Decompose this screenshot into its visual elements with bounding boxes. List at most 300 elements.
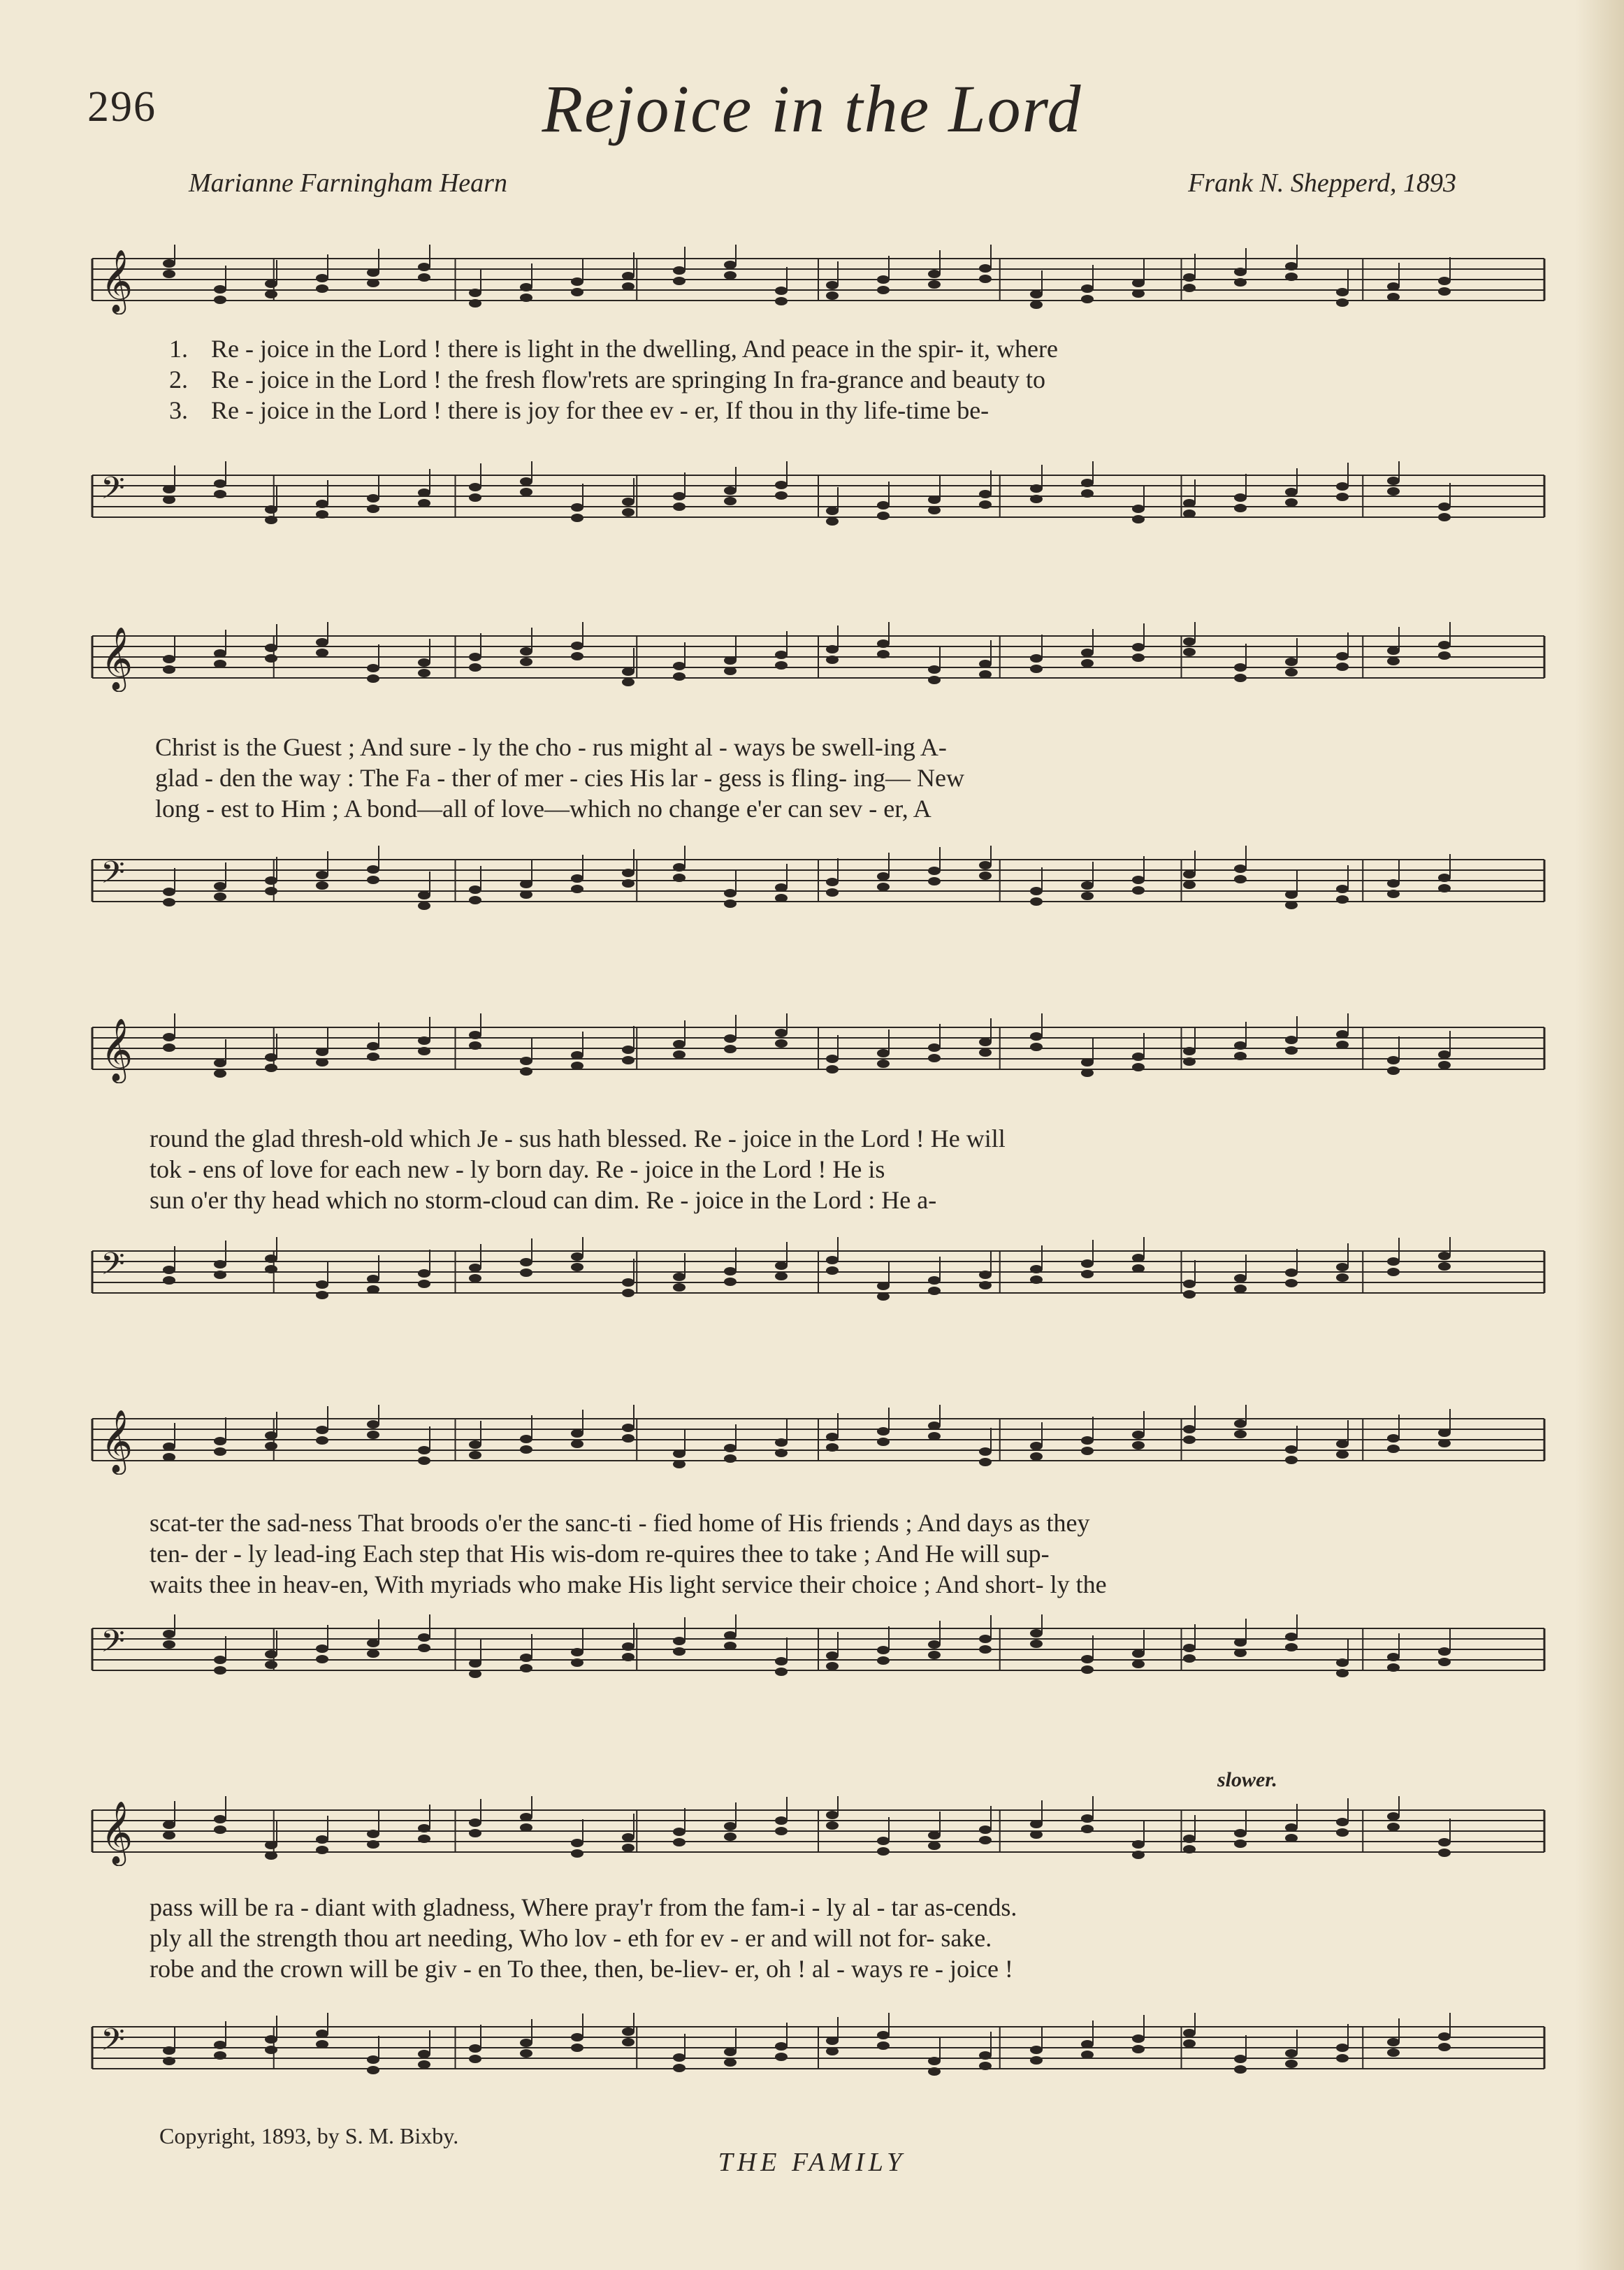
notehead	[163, 665, 175, 674]
notehead	[214, 882, 226, 890]
lyrics-block	[85, 1508, 1551, 1600]
notehead	[775, 1668, 788, 1676]
notehead	[1336, 2044, 1349, 2052]
treble-staff	[85, 1013, 1551, 1083]
notehead	[520, 880, 532, 888]
notehead	[265, 290, 277, 298]
notehead	[1285, 668, 1298, 677]
notehead	[928, 496, 941, 504]
notehead	[1132, 1063, 1145, 1071]
notehead	[979, 660, 992, 668]
notehead	[724, 667, 737, 675]
bass-clef-icon: 𝄢	[101, 470, 125, 514]
notehead	[1081, 479, 1094, 487]
notehead	[316, 1280, 328, 1289]
notehead	[724, 1454, 737, 1463]
notehead	[571, 652, 583, 660]
notehead	[877, 1060, 890, 1068]
notehead	[1336, 885, 1349, 893]
notehead	[1081, 2051, 1094, 2059]
staff-lines	[85, 2013, 1551, 2083]
notehead	[1234, 1839, 1247, 1848]
notehead	[214, 296, 226, 304]
notehead	[1285, 2049, 1298, 2058]
notehead	[265, 644, 277, 652]
notehead	[571, 1440, 583, 1448]
notehead	[1081, 1069, 1094, 1077]
notehead	[520, 647, 532, 656]
notehead	[469, 653, 481, 661]
notehead	[163, 1443, 175, 1451]
notehead	[1132, 1441, 1145, 1450]
notehead	[1387, 1268, 1400, 1276]
notehead	[1081, 659, 1094, 667]
notehead	[214, 479, 226, 488]
notehead	[775, 1029, 788, 1037]
notehead	[775, 1827, 788, 1835]
notehead	[1183, 2039, 1196, 2048]
notehead	[1285, 1834, 1298, 1842]
notehead	[571, 514, 583, 522]
notehead	[1081, 2040, 1094, 2048]
notehead	[928, 1842, 941, 1850]
notehead	[724, 1444, 737, 1452]
notehead	[469, 1274, 481, 1282]
notehead	[520, 294, 532, 302]
notehead	[571, 1648, 583, 1656]
notehead	[1387, 890, 1400, 898]
notehead	[1387, 1056, 1400, 1064]
notehead	[1336, 493, 1349, 501]
notehead	[520, 1067, 532, 1076]
notehead	[316, 2040, 328, 2048]
notehead	[1336, 663, 1349, 671]
notehead	[1438, 503, 1451, 511]
notehead	[1285, 658, 1298, 666]
notehead	[673, 1273, 686, 1281]
notehead	[877, 1292, 890, 1301]
staff-lines	[85, 1614, 1551, 1684]
notehead	[622, 1289, 635, 1297]
notehead	[1081, 1825, 1094, 1833]
notehead	[826, 1651, 839, 1660]
notehead	[673, 874, 686, 882]
notehead	[826, 2037, 839, 2045]
notehead	[979, 500, 992, 509]
notehead	[265, 1431, 277, 1440]
page-edge-shadow	[1575, 0, 1624, 2270]
notehead	[418, 902, 430, 910]
treble-clef-icon: 𝄞	[101, 627, 133, 690]
notehead	[469, 1041, 481, 1050]
notehead	[673, 1450, 686, 1458]
notehead	[1234, 504, 1247, 512]
notehead	[367, 505, 379, 513]
notehead	[1030, 301, 1043, 309]
notehead	[1387, 2038, 1400, 2046]
notehead	[520, 1664, 532, 1672]
notehead	[673, 1828, 686, 1836]
notehead	[1285, 901, 1298, 909]
notehead	[1030, 1640, 1043, 1648]
notehead	[265, 887, 277, 895]
notehead	[1030, 290, 1043, 298]
notehead	[418, 1824, 430, 1832]
notehead	[1132, 1431, 1145, 1439]
notehead	[979, 2051, 992, 2060]
notehead	[214, 2051, 226, 2060]
notehead	[1234, 2055, 1247, 2063]
notehead	[1132, 1840, 1145, 1849]
notehead	[1336, 1818, 1349, 1826]
notehead	[1285, 262, 1298, 270]
notehead	[214, 2041, 226, 2049]
notehead	[1387, 477, 1400, 485]
notehead	[469, 896, 481, 904]
notehead	[826, 1256, 839, 1264]
notehead	[214, 1069, 226, 1078]
lyrics-block	[85, 1893, 1551, 1985]
notehead	[367, 2066, 379, 2074]
notehead	[1285, 498, 1298, 507]
notehead	[877, 639, 890, 648]
notehead	[1081, 1058, 1094, 1067]
notehead	[928, 676, 941, 684]
notehead	[214, 1059, 226, 1067]
notehead	[826, 1266, 839, 1275]
notehead	[1132, 643, 1145, 651]
notehead	[520, 1057, 532, 1065]
notehead	[979, 861, 992, 869]
bass-clef-icon: 𝄢	[101, 1623, 125, 1667]
notehead	[826, 1821, 839, 1830]
notehead	[1081, 295, 1094, 303]
notehead	[724, 2048, 737, 2056]
notehead	[1387, 1445, 1400, 1453]
notehead	[928, 1640, 941, 1649]
notehead	[367, 1053, 379, 1061]
notehead	[1081, 1655, 1094, 1663]
lyric-text: ply all the strength thou art needing, Who lov - eth for ev - er and will not for- sake.	[150, 1924, 992, 1952]
notehead	[826, 1055, 839, 1063]
notehead	[1081, 892, 1094, 900]
notehead	[265, 516, 277, 524]
notehead	[418, 2060, 430, 2069]
notehead	[1234, 1285, 1247, 1293]
notehead	[520, 1258, 532, 1266]
notehead	[928, 867, 941, 875]
notehead	[1030, 1265, 1043, 1273]
notehead	[1438, 277, 1451, 285]
notehead	[877, 1837, 890, 1845]
notehead	[1183, 870, 1196, 879]
notehead	[1234, 1274, 1247, 1282]
notehead	[1030, 1820, 1043, 1828]
notehead	[928, 1276, 941, 1285]
notehead	[265, 505, 277, 514]
lyric-text: long - est to Him ; A bond—all of love—which no change e'er can sev - er, A	[155, 795, 931, 823]
lyric-text: Re - joice in the Lord ! there is light in the dwelling, And peace in the spir- it, where	[211, 335, 1058, 363]
treble-staff	[85, 622, 1551, 692]
notehead	[1081, 489, 1094, 498]
notehead	[1132, 1254, 1145, 1262]
notehead	[571, 503, 583, 512]
notehead	[979, 1447, 992, 1456]
notehead	[469, 2044, 481, 2053]
notehead	[724, 1642, 737, 1650]
lyric-line	[85, 365, 1551, 396]
notehead	[724, 271, 737, 280]
notehead	[367, 865, 379, 874]
notehead	[1081, 1447, 1094, 1455]
notehead	[622, 2027, 635, 2036]
notehead	[724, 261, 737, 269]
notehead	[1438, 651, 1451, 660]
notehead	[673, 1460, 686, 1468]
notehead	[316, 2030, 328, 2038]
notehead	[418, 499, 430, 507]
treble-staff	[85, 1796, 1551, 1866]
notehead	[928, 1054, 941, 1062]
notehead	[367, 2055, 379, 2064]
notehead	[520, 890, 532, 899]
notehead	[316, 1048, 328, 1056]
notehead	[265, 1841, 277, 1849]
notehead	[622, 1642, 635, 1651]
notehead	[673, 2064, 686, 2072]
notehead	[877, 1438, 890, 1446]
notehead	[1234, 663, 1247, 672]
notehead	[1285, 1279, 1298, 1287]
notehead	[1336, 2054, 1349, 2062]
notehead	[571, 885, 583, 893]
lyric-line	[85, 794, 1551, 825]
notehead	[520, 283, 532, 291]
notehead	[1030, 654, 1043, 663]
staff-lines	[85, 245, 1551, 315]
notehead	[163, 2057, 175, 2065]
notehead	[316, 1655, 328, 1663]
notehead	[1438, 1439, 1451, 1447]
composer-credit: Frank N. Shepperd, 1893	[1188, 168, 1456, 198]
notehead	[775, 1449, 788, 1457]
lyric-text: pass will be ra - diant with gladness, Where pray'r from the fam-i - ly al - tar as-cends.	[150, 1893, 1017, 1921]
notehead	[367, 1431, 379, 1439]
notehead	[928, 877, 941, 885]
notehead	[826, 1065, 839, 1073]
notehead	[316, 1058, 328, 1067]
notehead	[1285, 1445, 1298, 1454]
notehead	[1183, 509, 1196, 518]
notehead	[1234, 875, 1247, 883]
notehead	[1285, 1036, 1298, 1044]
notehead	[1336, 1030, 1349, 1039]
lyric-text: round the glad thresh-old which Je - sus hath blessed. Re - joice in the Lord ! He will	[150, 1125, 1006, 1152]
notehead	[469, 1264, 481, 1272]
notehead	[724, 497, 737, 505]
notehead	[1336, 1273, 1349, 1282]
staff-lines	[85, 1237, 1551, 1307]
notehead	[979, 1635, 992, 1643]
notehead	[775, 297, 788, 305]
lyric-text: Re - joice in the Lord ! there is joy for thee ev - er, If thou in thy life-time be-	[211, 396, 989, 424]
notehead	[1132, 515, 1145, 523]
notehead	[1030, 1830, 1043, 1839]
notehead	[1387, 646, 1400, 655]
notehead	[1132, 2034, 1145, 2043]
notehead	[316, 1846, 328, 1854]
notehead	[1183, 1654, 1196, 1663]
notehead	[1030, 665, 1043, 673]
notehead	[214, 1826, 226, 1834]
notehead	[367, 1042, 379, 1050]
notehead	[1438, 1262, 1451, 1271]
notehead	[1387, 1812, 1400, 1821]
notehead	[724, 1832, 737, 1841]
notehead	[163, 655, 175, 663]
notehead	[1285, 1633, 1298, 1641]
notehead	[1285, 1046, 1298, 1055]
notehead	[928, 270, 941, 278]
notehead	[877, 1646, 890, 1654]
bass-clef-icon: 𝄢	[101, 854, 125, 898]
notehead	[928, 1831, 941, 1839]
notehead	[928, 1287, 941, 1295]
notehead	[877, 275, 890, 284]
notehead	[163, 1043, 175, 1052]
notehead	[775, 661, 788, 670]
notehead	[775, 2042, 788, 2051]
notehead	[1438, 1050, 1451, 1059]
notehead	[1234, 2065, 1247, 2074]
notehead	[265, 1442, 277, 1450]
notehead	[673, 1283, 686, 1292]
treble-clef-icon: 𝄞	[101, 1801, 133, 1864]
notehead	[571, 1062, 583, 1070]
notehead	[163, 270, 175, 278]
notehead	[979, 670, 992, 679]
lyric-line	[85, 763, 1551, 794]
notehead	[622, 667, 635, 676]
notehead	[316, 1426, 328, 1434]
notehead	[214, 892, 226, 901]
lyric-text: sun o'er thy head which no storm-cloud can dim. Re - joice in the Lord : He a-	[150, 1186, 937, 1214]
notehead	[1336, 1041, 1349, 1049]
notehead	[724, 1822, 737, 1830]
notehead	[214, 1815, 226, 1823]
notehead	[571, 874, 583, 883]
notehead	[1438, 874, 1451, 882]
notehead	[826, 507, 839, 515]
notehead	[1132, 289, 1145, 298]
lyric-text: ten- der - ly lead-ing Each step that His wis-dom re-quires thee to take ; And He will sup-	[150, 1540, 1050, 1568]
notehead	[724, 1267, 737, 1275]
notehead	[163, 898, 175, 906]
notehead	[1132, 1851, 1145, 1859]
notehead	[724, 1034, 737, 1043]
notehead	[1336, 298, 1349, 307]
notehead	[571, 1429, 583, 1438]
notehead	[520, 1435, 532, 1443]
notehead	[826, 656, 839, 664]
notehead	[520, 1823, 532, 1832]
notehead	[265, 2046, 277, 2054]
notehead	[1285, 1823, 1298, 1832]
notehead	[265, 1064, 277, 1072]
notehead	[1438, 1061, 1451, 1069]
notehead	[877, 2031, 890, 2039]
bass-clef-icon: 𝄢	[101, 1245, 125, 1289]
notehead	[1234, 865, 1247, 873]
notehead	[571, 1849, 583, 1858]
notehead	[1336, 1828, 1349, 1837]
notehead	[214, 1271, 226, 1279]
notehead	[928, 2067, 941, 2076]
notehead	[265, 1650, 277, 1658]
notehead	[877, 650, 890, 658]
notehead	[979, 1281, 992, 1289]
notehead	[826, 888, 839, 897]
treble-staff	[85, 1405, 1551, 1475]
notehead	[928, 1432, 941, 1440]
notehead	[1132, 876, 1145, 884]
notehead	[877, 1656, 890, 1665]
notehead	[877, 501, 890, 509]
verse-number: 3.	[169, 396, 188, 424]
notehead	[520, 1268, 532, 1277]
notehead	[1387, 1257, 1400, 1266]
notehead	[469, 1659, 481, 1668]
notehead	[673, 1050, 686, 1059]
notehead	[724, 899, 737, 908]
notehead	[418, 1269, 430, 1278]
notehead	[520, 2049, 532, 2058]
lyric-line	[85, 1893, 1551, 1923]
notehead	[1132, 886, 1145, 895]
notehead	[1030, 1442, 1043, 1450]
notehead	[877, 1847, 890, 1856]
lyric-text: Christ is the Guest ; And sure - ly the cho - rus might al - ways be swell-ing A-	[155, 733, 947, 761]
notehead	[1030, 2056, 1043, 2065]
notehead	[1285, 488, 1298, 496]
notehead	[418, 669, 430, 677]
notehead	[571, 1839, 583, 1847]
notehead	[469, 1670, 481, 1678]
notehead	[622, 272, 635, 280]
notehead	[826, 281, 839, 289]
bass-clef-icon: 𝄢	[101, 2021, 125, 2065]
notehead	[469, 1819, 481, 1827]
notehead	[724, 1278, 737, 1286]
notehead	[418, 891, 430, 899]
lyric-line	[85, 732, 1551, 763]
notehead	[418, 489, 430, 497]
notehead	[622, 1046, 635, 1054]
notehead	[367, 1639, 379, 1647]
notehead	[877, 883, 890, 891]
notehead	[979, 264, 992, 273]
notehead	[265, 1255, 277, 1263]
notehead	[1183, 1290, 1196, 1299]
notehead	[367, 1649, 379, 1658]
notehead	[826, 1811, 839, 1819]
notehead	[1438, 1658, 1451, 1666]
notehead	[418, 1280, 430, 1288]
notehead	[1387, 1823, 1400, 1831]
notehead	[622, 282, 635, 291]
notehead	[1234, 1430, 1247, 1438]
bass-staff	[85, 461, 1551, 531]
